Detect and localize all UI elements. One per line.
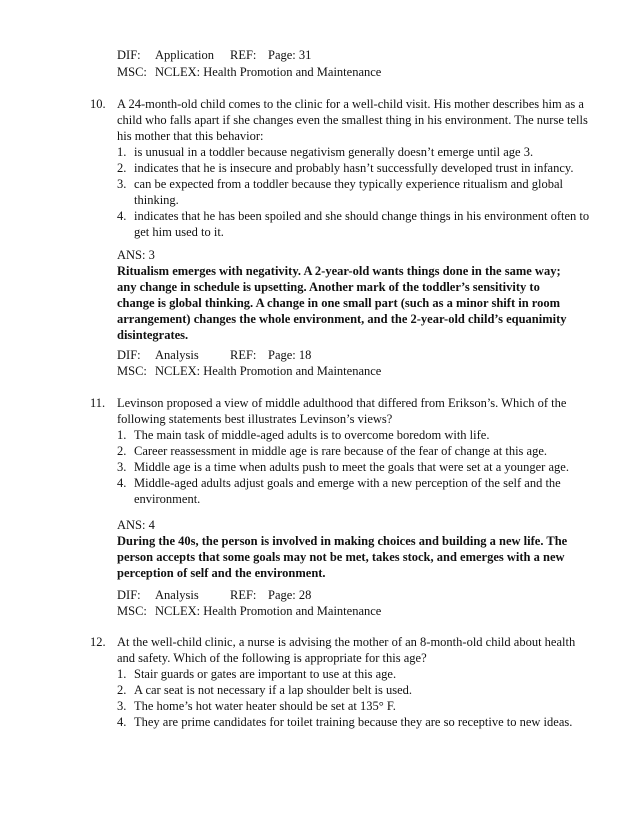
- msc-value: NCLEX: Health Promotion and Maintenance: [155, 364, 382, 378]
- option-item: [117, 208, 592, 240]
- option-text: can be expected from a toddler because they typically experience ritualism and global thinking.: [134, 177, 563, 207]
- option-text: indicates that he has been spoiled and she should change things in his environment often to get him used to it.: [134, 209, 590, 239]
- option-number: 4.: [117, 715, 127, 729]
- option-item: [117, 666, 592, 682]
- option-item: [117, 160, 592, 176]
- option-number: 3.: [117, 699, 127, 713]
- option-item: [117, 459, 592, 475]
- dif-line-11: [117, 587, 311, 603]
- option-text: indicates that he is insecure and probably hasn’t successfully developed trust in infancy.: [134, 161, 574, 175]
- msc-value: NCLEX: Health Promotion and Maintenance: [155, 65, 382, 79]
- dif-value: Application: [155, 48, 215, 62]
- option-item: [117, 714, 592, 730]
- ref-value: Page: 31: [268, 48, 312, 62]
- option-text: A car seat is not necessary if a lap shoulder belt is used.: [134, 683, 413, 697]
- option-number: 2.: [117, 161, 127, 175]
- option-number: 2.: [117, 444, 127, 458]
- option-text: The main task of middle-aged adults is to overcome boredom with life.: [134, 428, 490, 442]
- top-msc-line: [117, 64, 381, 80]
- question-stem: A 24-month-old child comes to the clinic for a well-child visit. His mother describes him as a child who falls apart if she changes even the smallest thing in his environment. The nurse tells his mother that this behavior:: [117, 97, 588, 143]
- option-list: [117, 427, 592, 507]
- ref-value: Page: 28: [268, 588, 312, 602]
- option-item: [117, 427, 592, 443]
- question-number: 10.: [90, 97, 106, 111]
- dif-value: Analysis: [155, 348, 199, 362]
- option-number: 2.: [117, 683, 127, 697]
- option-number: 3.: [117, 460, 127, 474]
- option-list: [117, 666, 592, 730]
- answer-rationale: During the 40s, the person is involved in making choices and building a new life. The person accepts that some goals may not be met, takes stock, and emerges with a new perception of self and the environment.: [117, 534, 568, 580]
- ref-label: REF:: [230, 348, 257, 362]
- ref-value: Page: 18: [268, 348, 312, 362]
- top-dif-line: [117, 47, 311, 63]
- option-text: The home’s hot water heater should be set at 135° F.: [134, 699, 396, 713]
- option-number: 4.: [117, 476, 127, 490]
- option-number: 1.: [117, 145, 127, 159]
- option-number: 1.: [117, 667, 127, 681]
- question-stem: Levinson proposed a view of middle adulthood that differed from Erikson’s. Which of the following statements best illustrates Levinson’s views?: [117, 396, 567, 426]
- dif-label: DIF:: [117, 588, 141, 602]
- option-item: [117, 443, 592, 459]
- option-item: [117, 144, 592, 160]
- option-item: [117, 698, 592, 714]
- msc-line-11: [117, 603, 381, 619]
- answer-label: ANS: 3: [117, 248, 155, 262]
- option-text: is unusual in a toddler because negativism generally doesn’t emerge until age 3.: [134, 145, 534, 159]
- question-11: [90, 395, 592, 507]
- option-list: [117, 144, 592, 240]
- msc-label: MSC:: [117, 65, 147, 79]
- answer-block-10: [117, 247, 577, 343]
- answer-rationale: Ritualism emerges with negativity. A 2-year-old wants things done in the same way; any change in schedule is upsetting. Another mark of the toddler’s sensitivity to change is global thinking. A change in one small part (such as a minor shift in room arrangement) changes the whole environment, and the 2-year-old child’s equanimity disintegrates.: [117, 264, 567, 342]
- option-text: Middle age is a time when adults push to meet the goals that were set at a younger age.: [134, 460, 569, 474]
- dif-label: DIF:: [117, 348, 141, 362]
- option-item: [117, 475, 592, 507]
- option-text: Career reassessment in middle age is rare because of the fear of change at this age.: [134, 444, 548, 458]
- question-stem: At the well-child clinic, a nurse is advising the mother of an 8-month-old child about health and safety. Which of the following is appropriate for this age?: [117, 635, 576, 665]
- ref-label: REF:: [230, 588, 257, 602]
- option-text: Middle-aged adults adjust goals and emerge with a new perception of the self and the environment.: [134, 476, 561, 506]
- dif-value: Analysis: [155, 588, 199, 602]
- msc-line-10: [117, 363, 381, 379]
- option-number: 4.: [117, 209, 127, 223]
- answer-label: ANS: 4: [117, 518, 155, 532]
- msc-label: MSC:: [117, 364, 147, 378]
- dif-line-10: [117, 347, 311, 363]
- option-number: 1.: [117, 428, 127, 442]
- question-number: 12.: [90, 635, 106, 649]
- msc-value: NCLEX: Health Promotion and Maintenance: [155, 604, 382, 618]
- dif-label: DIF:: [117, 48, 141, 62]
- question-number: 11.: [90, 396, 106, 410]
- answer-block-11: [117, 517, 577, 581]
- option-text: Stair guards or gates are important to use at this age.: [134, 667, 397, 681]
- ref-label: REF:: [230, 48, 257, 62]
- option-text: They are prime candidates for toilet training because they are so receptive to new ideas.: [134, 715, 573, 729]
- question-12: [90, 634, 592, 730]
- question-10: [90, 96, 592, 240]
- msc-label: MSC:: [117, 604, 147, 618]
- option-item: [117, 176, 592, 208]
- option-item: [117, 682, 592, 698]
- option-number: 3.: [117, 177, 127, 191]
